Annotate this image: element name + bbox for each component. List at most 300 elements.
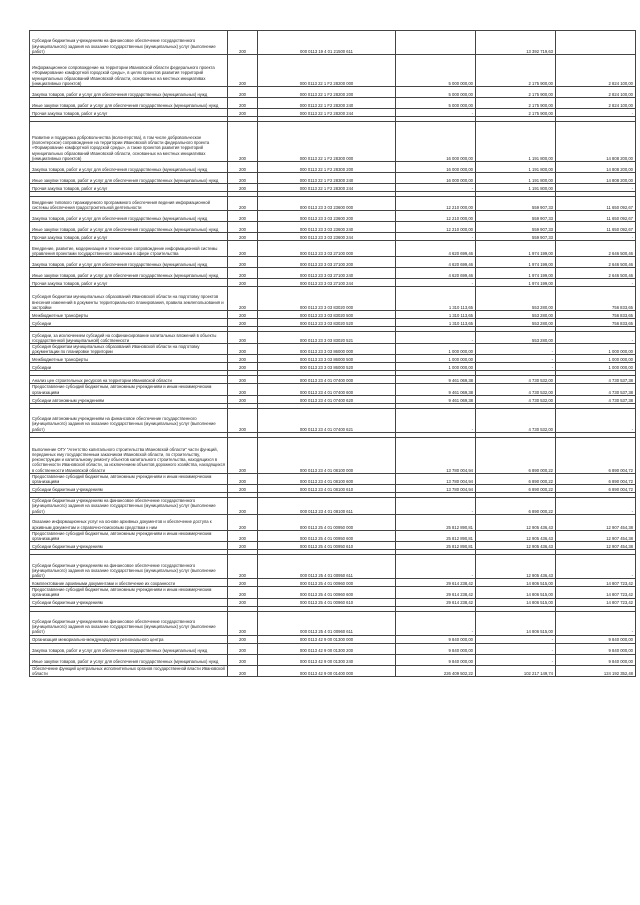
admin-code-cell: 200 [228, 408, 258, 432]
row-name-cell: Иные закупки товаров, работ и услуг для обеспечения государственных (муниципальных) нужд [30, 222, 228, 233]
table-row [30, 311, 636, 319]
row-name-cell: Иные закупки товаров, работ и услуг для обеспечения государственных (муниципальных) нужд [30, 98, 228, 109]
planned-amount-cell: 9 840 000,00 [396, 643, 476, 654]
admin-code-cell: 200 [228, 233, 258, 241]
executed-amount-cell: 1 191 800,00 [476, 162, 556, 173]
budget-code-cell: 000 0113 23 3 03 27100 200 [258, 257, 396, 268]
table-row [30, 611, 636, 635]
remaining-amount-cell: 2 824 100,00 [556, 87, 636, 98]
admin-code-cell: 200 [228, 665, 258, 676]
table-row [30, 319, 636, 327]
planned-amount-cell [396, 31, 476, 55]
remaining-amount-cell: 11 650 092,67 [556, 222, 636, 233]
row-name-cell: Информационное сопровождение на территории Ивановской области федерального проекта «Формирование комфортной городской среды», в целях проектов развития территорий муниципальных образований Ивановской области, основанных на местных инициативах (инициативных проектов) [30, 55, 228, 87]
budget-code-cell: 000 0113 25 4 01 00950 610 [258, 542, 396, 550]
table-row [30, 437, 636, 473]
admin-code-cell: 200 [228, 654, 258, 665]
remaining-amount-cell: 11 650 092,67 [556, 211, 636, 222]
remaining-amount-cell: 12 907 454,38 [556, 530, 636, 541]
row-name-cell: Обеспечение функций центральных исполнительных органов государственной власти Ивановской области [30, 665, 228, 676]
budget-code-cell: 000 0113 25 4 01 00950 600 [258, 530, 396, 541]
executed-amount-cell: 553 280,00 [476, 319, 556, 327]
table-row [30, 643, 636, 654]
remaining-amount-cell: 12 907 454,38 [556, 542, 636, 550]
admin-code-cell: 200 [228, 395, 258, 403]
remaining-amount-cell: 756 833,65 [556, 287, 636, 311]
budget-code-cell: 000 0113 22 1 F2 28300 000 [258, 122, 396, 162]
executed-amount-cell: 12 905 436,43 [476, 514, 556, 530]
budget-code-cell: 000 0113 23 3 03 83020 521 [258, 332, 396, 344]
planned-amount-cell: 4 620 699,46 [396, 268, 476, 279]
budget-code-cell: 000 0113 22 1 F2 28300 244 [258, 184, 396, 192]
executed-amount-cell: 12 905 436,43 [476, 555, 556, 579]
table-row [30, 211, 636, 222]
row-name-cell: Иные закупки товаров, работ и услуг для обеспечения государственных (муниципальных) нужд [30, 268, 228, 279]
executed-amount-cell: 1 974 199,00 [476, 257, 556, 268]
planned-amount-cell: 25 812 890,81 [396, 530, 476, 541]
table-row [30, 173, 636, 184]
budget-code-cell: 000 0113 23 4 01 07400 000 [258, 376, 396, 384]
row-name-cell: Прочая закупка товаров, работ и услуг [30, 184, 228, 192]
executed-amount-cell: - [476, 635, 556, 643]
budget-code-cell: 000 0113 25 4 01 00960 611 [258, 611, 396, 635]
executed-amount-cell: 559 907,33 [476, 211, 556, 222]
table-row [30, 514, 636, 530]
table-row [30, 498, 636, 515]
row-name-cell: Закупка товаров, работ и услуг для обеспечения государственных (муниципальных) нужд [30, 211, 228, 222]
planned-amount-cell: 16 000 000,00 [396, 162, 476, 173]
admin-code-cell: 200 [228, 363, 258, 371]
executed-amount-cell: - [476, 363, 556, 371]
admin-code-cell: 200 [228, 122, 258, 162]
row-name-cell: Закупка товаров, работ и услуг для обеспечения государственных (муниципальных) нужд [30, 257, 228, 268]
planned-amount-cell: 29 614 238,42 [396, 587, 476, 598]
executed-amount-cell: 14 806 515,00 [476, 611, 556, 635]
planned-amount-cell: 1 000 000,00 [396, 355, 476, 363]
admin-code-cell: 200 [228, 579, 258, 587]
remaining-amount-cell [556, 31, 636, 55]
executed-amount-cell: 12 905 436,43 [476, 542, 556, 550]
table-row [30, 287, 636, 311]
budget-code-cell: 000 0113 23 3 03 86000 520 [258, 363, 396, 371]
admin-code-cell: 200 [228, 437, 258, 473]
budget-code-cell: 000 0113 23 3 03 23600 200 [258, 211, 396, 222]
executed-amount-cell: 553 280,00 [476, 287, 556, 311]
table-row [30, 109, 636, 117]
table-row [30, 98, 636, 109]
admin-code-cell: 200 [228, 332, 258, 344]
executed-amount-cell: 559 907,33 [476, 222, 556, 233]
remaining-amount-cell: - [556, 611, 636, 635]
row-name-cell: Межбюджетные трансферты [30, 311, 228, 319]
table-row [30, 485, 636, 493]
table-row [30, 55, 636, 87]
admin-code-cell: 200 [228, 598, 258, 606]
table-row [30, 530, 636, 541]
remaining-amount-cell: 14 807 723,42 [556, 579, 636, 587]
budget-code-cell: 000 0113 23 4 01 07400 620 [258, 395, 396, 403]
remaining-amount-cell: 14 807 723,42 [556, 598, 636, 606]
budget-code-cell: 000 0113 25 4 01 00950 611 [258, 555, 396, 579]
executed-amount-cell: 553 280,00 [476, 311, 556, 319]
remaining-amount-cell: - [556, 233, 636, 241]
table-row [30, 376, 636, 384]
executed-amount-cell: - [476, 643, 556, 654]
executed-amount-cell: 553 280,00 [476, 332, 556, 344]
row-name-cell: Анализ цен строительных ресурсов на территории Ивановской области [30, 376, 228, 384]
remaining-amount-cell: 14 808 200,00 [556, 162, 636, 173]
budget-code-cell: 000 0113 23 4 01 07400 621 [258, 408, 396, 432]
executed-amount-cell: - [476, 344, 556, 355]
executed-amount-cell: 1 191 800,00 [476, 173, 556, 184]
planned-amount-cell: 12 210 000,00 [396, 211, 476, 222]
remaining-amount-cell: 2 824 100,00 [556, 98, 636, 109]
remaining-amount-cell: 6 890 004,72 [556, 485, 636, 493]
remaining-amount-cell: 6 890 004,72 [556, 473, 636, 484]
remaining-amount-cell: 14 808 200,00 [556, 122, 636, 162]
planned-amount-cell: 1 310 113,65 [396, 319, 476, 327]
budget-code-cell: 000 0113 23 3 03 23600 244 [258, 233, 396, 241]
table-row [30, 473, 636, 484]
planned-amount-cell: 13 780 004,94 [396, 485, 476, 493]
planned-amount-cell: 9 461 069,38 [396, 395, 476, 403]
admin-code-cell: 200 [228, 587, 258, 598]
admin-code-cell: 200 [228, 498, 258, 515]
admin-code-cell: 200 [228, 319, 258, 327]
planned-amount-cell: 25 812 890,81 [396, 542, 476, 550]
executed-amount-cell: 4 730 532,00 [476, 376, 556, 384]
table-row [30, 395, 636, 403]
admin-code-cell: 200 [228, 287, 258, 311]
row-name-cell: Организация мемориально-международного регионального центра [30, 635, 228, 643]
planned-amount-cell: 5 000 000,00 [396, 98, 476, 109]
budget-code-cell: 000 0113 19 4 01 21500 611 [258, 31, 396, 55]
budget-code-cell: 000 0113 42 9 00 01300 000 [258, 635, 396, 643]
remaining-amount-cell: 2 646 500,46 [556, 257, 636, 268]
planned-amount-cell: - [396, 555, 476, 579]
admin-code-cell: 200 [228, 109, 258, 117]
planned-amount-cell: 9 461 069,38 [396, 384, 476, 395]
budget-code-cell: 000 0113 23 3 03 83020 000 [258, 287, 396, 311]
table-row [30, 332, 636, 344]
admin-code-cell: 200 [228, 31, 258, 55]
table-row [30, 257, 636, 268]
table-row [30, 408, 636, 432]
budget-code-cell: 000 0113 42 9 00 01400 000 [258, 665, 396, 676]
admin-code-cell: 200 [228, 643, 258, 654]
table-row [30, 122, 636, 162]
executed-amount-cell: 12 905 436,43 [476, 530, 556, 541]
planned-amount-cell: 9 840 000,00 [396, 635, 476, 643]
executed-amount-cell: 2 175 900,00 [476, 109, 556, 117]
remaining-amount-cell: 2 646 500,46 [556, 268, 636, 279]
admin-code-cell: 200 [228, 514, 258, 530]
admin-code-cell: 200 [228, 530, 258, 541]
row-name-cell: Прочая закупка товаров, работ и услуг [30, 109, 228, 117]
row-name-cell: Внедрение, развитие, модернизация и техническое сопровождение информационной системы управления проектами государственного заказчика в сфере строительства [30, 241, 228, 257]
planned-amount-cell: 226 409 502,22 [396, 665, 476, 676]
table-row [30, 635, 636, 643]
admin-code-cell: 200 [228, 344, 258, 355]
table-row [30, 384, 636, 395]
planned-amount-cell: 1 310 113,65 [396, 287, 476, 311]
remaining-amount-cell: - [556, 555, 636, 579]
remaining-amount-cell: - [556, 408, 636, 432]
row-name-cell: Развитие и поддержка добровольчества (волонтерства), в том числе добровольческое (волонтерское) сопровождение на территории Ивановской области федерального проекта «Формирование комфортной городской среды», а также проектов развития территорий муниципальных образований Ивановской области, основанных на местных инициативах (инициативных проектов) [30, 122, 228, 162]
remaining-amount-cell: 4 730 537,38 [556, 376, 636, 384]
planned-amount-cell: 4 620 699,46 [396, 241, 476, 257]
row-name-cell: Закупка товаров, работ и услуг для обеспечения государственных (муниципальных) нужд [30, 162, 228, 173]
planned-amount-cell: - [396, 184, 476, 192]
planned-amount-cell: 16 000 000,00 [396, 122, 476, 162]
row-name-cell: Предоставление субсидий бюджетным, автономным учреждениям и иным некоммерческим организациям [30, 473, 228, 484]
budget-code-cell: 000 0113 22 1 F2 28200 244 [258, 109, 396, 117]
row-name-cell: Субсидии [30, 319, 228, 327]
planned-amount-cell: 12 210 000,00 [396, 222, 476, 233]
table-row [30, 184, 636, 192]
admin-code-cell: 200 [228, 211, 258, 222]
budget-code-cell: 000 0113 23 4 01 08100 000 [258, 437, 396, 473]
executed-amount-cell: 2 175 900,00 [476, 87, 556, 98]
budget-code-cell: 000 0113 22 1 F2 28200 000 [258, 55, 396, 87]
admin-code-cell: 200 [228, 635, 258, 643]
row-name-cell: Субсидии автономным учреждениям на финансовое обеспечение государственного (муниципального) задания на оказание государственных (муниципальных) услуг (выполнение работ) [30, 408, 228, 432]
budget-code-cell: 000 0113 23 3 03 86000 500 [258, 355, 396, 363]
admin-code-cell: 200 [228, 611, 258, 635]
planned-amount-cell: 5 000 000,00 [396, 87, 476, 98]
admin-code-cell: 200 [228, 222, 258, 233]
admin-code-cell: 200 [228, 184, 258, 192]
budget-code-cell: 000 0113 23 3 03 27100 000 [258, 241, 396, 257]
admin-code-cell: 200 [228, 384, 258, 395]
executed-amount-cell: 1 974 199,00 [476, 279, 556, 287]
row-name-cell: Субсидия бюджетам муниципальных образований Ивановской области на подготовку проектов внесения изменений в документы территориального планирования, правила землепользования и застройки [30, 287, 228, 311]
table-row [30, 665, 636, 676]
row-name-cell: Субсидии бюджетным учреждениям [30, 542, 228, 550]
executed-amount-cell: 1 191 800,00 [476, 122, 556, 162]
admin-code-cell: 200 [228, 311, 258, 319]
planned-amount-cell: 29 614 238,42 [396, 579, 476, 587]
remaining-amount-cell: 124 192 352,48 [556, 665, 636, 676]
row-name-cell: Межбюджетные трансферты [30, 355, 228, 363]
planned-amount-cell: - [396, 233, 476, 241]
planned-amount-cell: - [396, 408, 476, 432]
remaining-amount-cell: - [556, 332, 636, 344]
row-name-cell: Субсидии автономным учреждениям [30, 395, 228, 403]
budget-code-cell: 000 0113 42 9 00 01300 240 [258, 654, 396, 665]
table-row [30, 233, 636, 241]
row-name-cell: Субсидии бюджетным учреждениям [30, 598, 228, 606]
remaining-amount-cell: - [556, 279, 636, 287]
executed-amount-cell: 6 890 000,22 [476, 437, 556, 473]
executed-amount-cell: 4 730 532,00 [476, 408, 556, 432]
admin-code-cell: 200 [228, 197, 258, 211]
budget-code-cell: 000 0113 23 3 03 86000 000 [258, 344, 396, 355]
budget-execution-table [29, 30, 636, 677]
executed-amount-cell: 6 890 000,22 [476, 485, 556, 493]
table-row [30, 555, 636, 579]
executed-amount-cell: 6 890 000,22 [476, 473, 556, 484]
executed-amount-cell: 1 974 199,00 [476, 268, 556, 279]
row-name-cell: Предоставление субсидий бюджетным, автономным учреждениям и иным некоммерческим организациям [30, 384, 228, 395]
executed-amount-cell: 2 175 900,00 [476, 55, 556, 87]
row-name-cell: Субсидии бюджетным учреждениям на финансовое обеспечение государственного (муниципального) задания на оказание государственных (муниципальных) услуг (выполнение работ) [30, 31, 228, 55]
remaining-amount-cell: 756 833,65 [556, 311, 636, 319]
executed-amount-cell: 1 191 800,00 [476, 184, 556, 192]
executed-amount-cell: 559 907,33 [476, 233, 556, 241]
planned-amount-cell: 13 780 004,94 [396, 473, 476, 484]
budget-code-cell: 000 0113 23 3 03 83020 520 [258, 319, 396, 327]
remaining-amount-cell: 2 646 500,46 [556, 241, 636, 257]
remaining-amount-cell: 1 000 000,00 [556, 363, 636, 371]
row-name-cell: Субсидия бюджетам муниципальных образований Ивановской области на подготовку документации по планировке территории [30, 344, 228, 355]
admin-code-cell: 200 [228, 485, 258, 493]
planned-amount-cell: 25 812 890,81 [396, 514, 476, 530]
admin-code-cell: 200 [228, 555, 258, 579]
row-name-cell: Закупка товаров, работ и услуг для обеспечения государственных (муниципальных) нужд [30, 643, 228, 654]
table-row [30, 197, 636, 211]
table-row [30, 579, 636, 587]
planned-amount-cell: - [396, 332, 476, 344]
remaining-amount-cell: 1 000 000,00 [556, 355, 636, 363]
table-row [30, 587, 636, 598]
budget-code-cell: 000 0113 23 3 03 83020 500 [258, 311, 396, 319]
planned-amount-cell: 13 780 004,94 [396, 437, 476, 473]
table-row [30, 31, 636, 55]
remaining-amount-cell: - [556, 498, 636, 515]
executed-amount-cell: 2 175 900,00 [476, 98, 556, 109]
row-name-cell: Субсидии бюджетным учреждениям на финансовое обеспечение государственного (муниципального) задания на оказание государственных (муниципальных) услуг (выполнение работ) [30, 555, 228, 579]
budget-code-cell: 000 0113 23 4 01 08100 611 [258, 498, 396, 515]
remaining-amount-cell: 6 890 004,72 [556, 437, 636, 473]
planned-amount-cell: 9 840 000,00 [396, 654, 476, 665]
row-name-cell: Комплектование архивными документами и обеспечение их сохранности [30, 579, 228, 587]
planned-amount-cell: 1 000 000,00 [396, 363, 476, 371]
executed-amount-cell: - [476, 654, 556, 665]
remaining-amount-cell: 2 824 100,00 [556, 55, 636, 87]
admin-code-cell: 200 [228, 87, 258, 98]
executed-amount-cell: 4 730 532,00 [476, 395, 556, 403]
admin-code-cell: 200 [228, 55, 258, 87]
admin-code-cell: 200 [228, 376, 258, 384]
planned-amount-cell: 29 614 238,42 [396, 598, 476, 606]
admin-code-cell: 200 [228, 279, 258, 287]
admin-code-cell: 200 [228, 473, 258, 484]
admin-code-cell: 200 [228, 355, 258, 363]
admin-code-cell: 200 [228, 268, 258, 279]
remaining-amount-cell: - [556, 109, 636, 117]
executed-amount-cell: 14 806 515,00 [476, 598, 556, 606]
budget-code-cell: 000 0113 22 1 F2 28200 240 [258, 98, 396, 109]
budget-code-cell: 000 0113 25 4 01 00950 000 [258, 514, 396, 530]
planned-amount-cell: - [396, 109, 476, 117]
budget-code-cell: 000 0113 22 1 F2 28300 240 [258, 173, 396, 184]
remaining-amount-cell: 1 000 000,00 [556, 344, 636, 355]
budget-code-cell: 000 0113 23 4 01 08100 600 [258, 473, 396, 484]
row-name-cell: Субсидии бюджетным учреждениям на финансовое обеспечение государственного (муниципального) задания на оказание государственных (муниципальных) услуг (выполнение работ) [30, 498, 228, 515]
admin-code-cell: 200 [228, 257, 258, 268]
table-row [30, 355, 636, 363]
budget-code-cell: 000 0113 23 3 03 23600 000 [258, 197, 396, 211]
executed-amount-cell: 6 890 000,22 [476, 498, 556, 515]
table-row [30, 279, 636, 287]
row-name-cell: Закупка товаров, работ и услуг для обеспечения государственных (муниципальных) нужд [30, 87, 228, 98]
admin-code-cell: 200 [228, 241, 258, 257]
row-name-cell: Иные закупки товаров, работ и услуг для обеспечения государственных (муниципальных) нужд [30, 654, 228, 665]
planned-amount-cell: 5 000 000,00 [396, 55, 476, 87]
row-name-cell: Прочая закупка товаров, работ и услуг [30, 279, 228, 287]
planned-amount-cell: 4 620 699,46 [396, 257, 476, 268]
remaining-amount-cell: 4 730 537,38 [556, 395, 636, 403]
planned-amount-cell: 9 461 069,38 [396, 376, 476, 384]
table-row [30, 542, 636, 550]
remaining-amount-cell: - [556, 184, 636, 192]
planned-amount-cell: 12 210 000,00 [396, 197, 476, 211]
executed-amount-cell: 14 806 515,00 [476, 579, 556, 587]
table-row [30, 241, 636, 257]
budget-code-cell: 000 0113 25 4 01 00960 600 [258, 587, 396, 598]
row-name-cell: Субсидии бюджетным учреждениям на финансовое обеспечение государственного (муниципального) задания на оказание государственных (муниципальных) услуг (выполнение работ) [30, 611, 228, 635]
budget-code-cell: 000 0113 25 4 01 00960 000 [258, 579, 396, 587]
budget-code-cell: 000 0113 22 1 F2 28300 200 [258, 162, 396, 173]
planned-amount-cell: 1 310 113,65 [396, 311, 476, 319]
planned-amount-cell: 1 000 000,00 [396, 344, 476, 355]
table-row [30, 162, 636, 173]
planned-amount-cell: - [396, 498, 476, 515]
row-name-cell: Иные закупки товаров, работ и услуг для обеспечения государственных (муниципальных) нужд [30, 173, 228, 184]
remaining-amount-cell: 12 907 454,38 [556, 514, 636, 530]
remaining-amount-cell: 9 840 000,00 [556, 635, 636, 643]
budget-code-cell: 000 0113 23 3 03 27100 244 [258, 279, 396, 287]
admin-code-cell: 200 [228, 162, 258, 173]
remaining-amount-cell: 14 808 200,00 [556, 173, 636, 184]
table-row [30, 654, 636, 665]
executed-amount-cell: 559 907,33 [476, 197, 556, 211]
budget-code-cell: 000 0113 23 3 03 27100 240 [258, 268, 396, 279]
executed-amount-cell: - [476, 355, 556, 363]
row-name-cell: Внедрение типового тиражируемого программного обеспечения ведения информационной системы обеспечения градостроительной деятельности [30, 197, 228, 211]
row-name-cell: Предоставление субсидий бюджетным, автономным учреждениям и иным некоммерческим организациям [30, 587, 228, 598]
remaining-amount-cell: 756 833,65 [556, 319, 636, 327]
budget-code-cell: 000 0113 42 9 00 01300 200 [258, 643, 396, 654]
remaining-amount-cell: 11 650 092,67 [556, 197, 636, 211]
remaining-amount-cell: 9 840 000,00 [556, 643, 636, 654]
table-row [30, 363, 636, 371]
planned-amount-cell: - [396, 611, 476, 635]
admin-code-cell: 200 [228, 173, 258, 184]
remaining-amount-cell: 4 730 537,38 [556, 384, 636, 395]
table-row [30, 87, 636, 98]
row-name-cell: Выполнение ОГУ "Агентство капитального строительства Ивановской области" части функций, переданных ему государственным заказчиком Ивановской области, по строительству, реконструкции и капитальному ремонту объектов капитального строительства, находящихся в собственности Ивановской области, за исключением объектов дорожного хозяйства, находящихся в собственности Ивановской области [30, 437, 228, 473]
row-name-cell: Оказание информационных услуг на основе архивных документов и обеспечение доступа к архивным документам и справочно-поисковым средствам к ним [30, 514, 228, 530]
admin-code-cell: 200 [228, 98, 258, 109]
budget-code-cell: 000 0113 23 4 01 07400 600 [258, 384, 396, 395]
table-row [30, 268, 636, 279]
executed-amount-cell: 13 392 719,63 [476, 31, 556, 55]
row-name-cell: Субсидии бюджетным учреждениям [30, 485, 228, 493]
table-row [30, 222, 636, 233]
executed-amount-cell: 4 730 532,00 [476, 384, 556, 395]
row-name-cell: Субсидии, за исключением субсидий на софинансирование капитальных вложений в объекты государственной (муниципальной) собственности [30, 332, 228, 344]
planned-amount-cell: - [396, 279, 476, 287]
row-name-cell: Прочая закупка товаров, работ и услуг [30, 233, 228, 241]
table-row [30, 344, 636, 355]
remaining-amount-cell: 14 807 723,42 [556, 587, 636, 598]
row-name-cell: Предоставление субсидий бюджетным, автономным учреждениям и иным некоммерческим организациям [30, 530, 228, 541]
executed-amount-cell: 102 217 149,74 [476, 665, 556, 676]
budget-code-cell: 000 0113 23 3 03 23600 240 [258, 222, 396, 233]
budget-code-cell: 000 0113 25 4 01 00960 610 [258, 598, 396, 606]
